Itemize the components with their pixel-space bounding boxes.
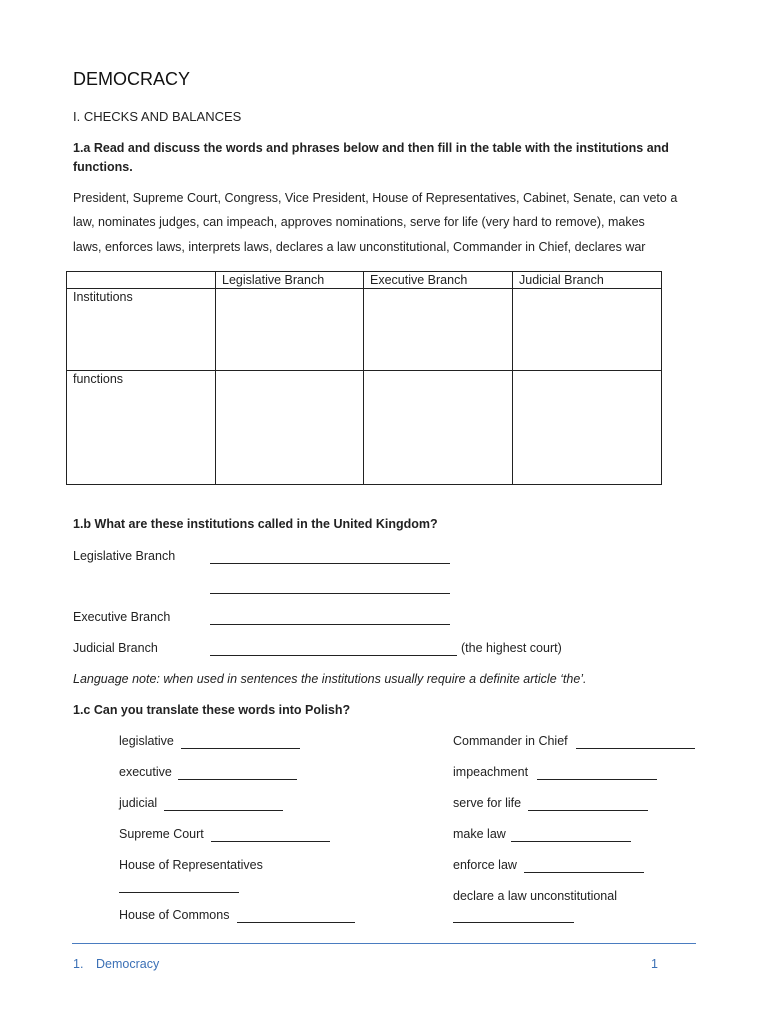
translation-blank[interactable] (211, 841, 330, 842)
uk-legislative-label: Legislative Branch (73, 549, 176, 563)
table-cell-blank[interactable] (216, 289, 364, 371)
table-header-executive: Executive Branch (364, 272, 513, 289)
term-impeachment: impeachment (453, 765, 529, 779)
translation-blank[interactable] (237, 922, 355, 923)
word-bank-line3: laws, enforces laws, interprets laws, declares a law unconstitutional, Commander in Chief, declares war (73, 240, 646, 254)
term-legislative: legislative (119, 734, 174, 748)
question-1a-line2: functions. (73, 160, 133, 174)
term-executive: executive (119, 765, 172, 779)
question-1c-heading: 1.c Can you translate these words into Polish? (73, 703, 351, 717)
translation-blank[interactable] (119, 892, 239, 893)
translation-blank[interactable] (528, 810, 648, 811)
word-bank-line2: law, nominates judges, can impeach, approves nominations, serve for life (very hard to remove), makes (73, 215, 645, 229)
table-cell-blank[interactable] (364, 289, 513, 371)
translation-blank[interactable] (181, 748, 300, 749)
translation-blank[interactable] (164, 810, 283, 811)
translation-blank[interactable] (453, 922, 574, 923)
language-note: Language note: when used in sentences the institutions usually require a definite article ‘the’. (73, 672, 587, 686)
uk-legislative-blank-2[interactable] (210, 593, 450, 594)
page-number: 1 (651, 957, 658, 971)
footer-divider (72, 943, 696, 944)
translation-blank[interactable] (178, 779, 297, 780)
table-header-legislative: Legislative Branch (216, 272, 364, 289)
question-1a-line1: 1.a Read and discuss the words and phrases below and then fill in the table with the institutions and (73, 141, 669, 155)
term-commander-in-chief: Commander in Chief (453, 734, 568, 748)
translation-blank[interactable] (576, 748, 695, 749)
table-row-functions-label: functions (67, 371, 216, 485)
uk-legislative-blank-1[interactable] (210, 563, 450, 564)
table-cell-blank[interactable] (513, 289, 662, 371)
uk-judicial-suffix: (the highest court) (461, 641, 562, 655)
term-house-of-commons: House of Commons (119, 908, 230, 922)
uk-executive-blank[interactable] (210, 624, 450, 625)
translation-blank[interactable] (524, 872, 644, 873)
term-make-law: make law (453, 827, 506, 841)
footer-label: Democracy (96, 957, 160, 971)
term-declare-unconstitutional: declare a law unconstitutional (453, 889, 617, 903)
branches-table (66, 271, 662, 485)
term-supreme-court: Supreme Court (119, 827, 204, 841)
question-1b-heading: 1.b What are these institutions called in the United Kingdom? (73, 517, 438, 531)
term-judicial: judicial (119, 796, 158, 810)
word-bank-line1: President, Supreme Court, Congress, Vice President, House of Representatives, Cabinet, Senate, can veto a (73, 191, 678, 205)
table-row-institutions-label: Institutions (67, 289, 216, 371)
term-enforce-law: enforce law (453, 858, 517, 872)
section-heading: I. CHECKS AND BALANCES (73, 109, 242, 124)
uk-judicial-blank[interactable] (210, 655, 457, 656)
table-header-judicial: Judicial Branch (513, 272, 662, 289)
uk-executive-label: Executive Branch (73, 610, 171, 624)
table-header-corner (67, 272, 216, 289)
table-cell-blank[interactable] (216, 371, 364, 485)
footer-number: 1. (73, 957, 84, 971)
term-house-of-representatives: House of Representatives (119, 858, 263, 872)
translation-blank[interactable] (537, 779, 657, 780)
table-cell-blank[interactable] (513, 371, 662, 485)
table-cell-blank[interactable] (364, 371, 513, 485)
term-serve-for-life: serve for life (453, 796, 522, 810)
uk-judicial-label: Judicial Branch (73, 641, 158, 655)
page-title: DEMOCRACY (73, 69, 191, 89)
translation-blank[interactable] (511, 841, 631, 842)
